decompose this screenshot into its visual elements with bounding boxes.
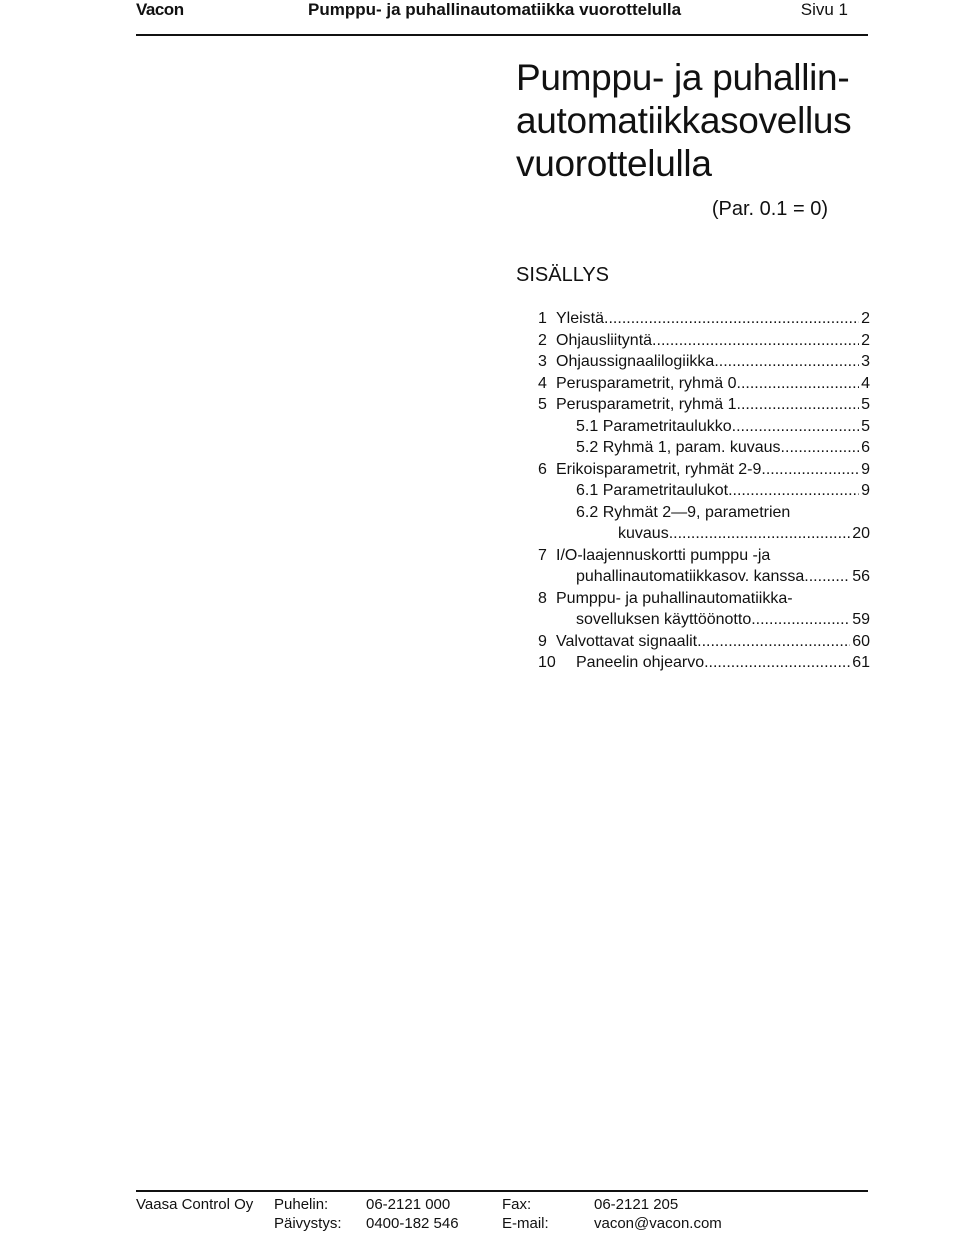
document-title-line: automatiikkasovellus — [516, 100, 852, 141]
footer-fax-label: Fax: — [502, 1196, 532, 1213]
toc-entry-page: 3 — [861, 353, 870, 370]
toc-entry-text: puhallinautomatiikkasov. kanssa — [576, 568, 805, 585]
document-subtitle: (Par. 0.1 = 0) — [711, 198, 828, 220]
toc-entry-text: Valvottavat signaalit — [556, 632, 698, 650]
toc-entry-page: 2 — [861, 310, 870, 327]
toc-leader-dots — [714, 351, 859, 373]
toc-entry-page: 20 — [852, 525, 870, 542]
toc-entry-number: 7 — [538, 546, 547, 564]
toc-entry-number: 6 — [538, 460, 547, 478]
toc-entry-text: Pumppu- ja puhallinautomatiikka- — [556, 589, 793, 607]
toc-entry[interactable] — [538, 330, 870, 352]
footer-phone: 06-2121 000 — [366, 1196, 451, 1213]
toc-entry-number: 1 — [538, 310, 547, 327]
toc-leader-dots — [704, 652, 850, 674]
toc-entry[interactable] — [538, 373, 870, 395]
toc-entry-text: Perusparametrit, ryhmä 0 — [556, 374, 737, 392]
toc-entry[interactable] — [538, 394, 870, 416]
toc-heading: SISÄLLYS — [516, 264, 610, 286]
toc-leader-dots — [737, 394, 860, 416]
toc-entry-text: 6.2 Ryhmät 2—9, parametrien — [576, 503, 791, 521]
header-title: Pumppu- ja puhallinautomatiikka vuorottelulla — [308, 0, 682, 19]
toc-entry-number: 4 — [538, 374, 547, 392]
toc-entry-text: 6.1 Parametritaulukot — [576, 482, 729, 499]
toc-subentry[interactable] — [538, 437, 870, 459]
footer-divider — [136, 1190, 868, 1192]
toc-leader-dots — [737, 373, 860, 395]
toc-entry-text: 5.1 Parametritaulukko — [576, 417, 732, 435]
toc-leader-dots — [804, 566, 850, 588]
toc-entry-page: 59 — [852, 611, 870, 628]
footer-duty: 0400-182 546 — [366, 1215, 459, 1232]
toc-entry-number: 3 — [538, 353, 547, 370]
toc-subentry[interactable] — [538, 480, 870, 502]
toc-entry-number: 2 — [538, 331, 547, 349]
footer-company: Vaasa Control Oy — [136, 1196, 254, 1213]
toc-entry-text: Ohjaussignaalilogiikka — [556, 353, 715, 370]
toc-entry-number: 10 — [538, 654, 556, 671]
footer-fax: 06-2121 205 — [594, 1196, 679, 1213]
toc-entry[interactable] — [538, 308, 870, 330]
toc-entry-text: kuvaus. — [618, 525, 674, 542]
toc-leader-dots — [673, 523, 850, 545]
toc-entry-number: 8 — [538, 589, 547, 607]
toc-entry[interactable] — [538, 459, 870, 481]
toc-entry-text: Yleistä — [556, 310, 605, 327]
toc-subentry[interactable] — [538, 502, 870, 524]
toc-subentry[interactable] — [538, 416, 870, 438]
toc-leader-dots — [604, 308, 859, 330]
document-title-line: vuorottelulla — [516, 143, 712, 184]
toc-entry-page: 6 — [861, 439, 870, 456]
header-page-number: Sivu 1 — [800, 0, 848, 19]
toc-entry-text: Paneelin ohjearvo — [576, 654, 705, 671]
page-header — [136, 0, 868, 36]
toc-entry[interactable] — [538, 588, 870, 610]
toc-entry-page: 56 — [852, 568, 870, 585]
toc-leader-dots — [781, 437, 860, 459]
toc-entry-number: 5 — [538, 396, 547, 413]
footer-email[interactable]: vacon@vacon.com — [594, 1215, 722, 1232]
toc-entry-page: 60 — [852, 632, 870, 650]
toc-leader-dots — [728, 480, 859, 502]
toc-entry-continuation[interactable] — [538, 609, 870, 631]
toc-entry-number: 9 — [538, 632, 547, 650]
toc-entry-page: 5 — [861, 396, 870, 413]
footer-email-label: E-mail: — [502, 1215, 549, 1232]
document-title — [516, 56, 876, 185]
toc-leader-dots — [697, 631, 850, 653]
footer-duty-label: Päivystys: — [274, 1215, 342, 1232]
toc-entry-page: 5 — [861, 417, 870, 435]
toc-entry-text: Erikoisparametrit, ryhmät 2-9 — [556, 460, 762, 478]
toc-entry-text: sovelluksen käyttöönotto — [576, 611, 752, 628]
footer-phone-label: Puhelin: — [274, 1196, 329, 1213]
header-company: Vacon — [136, 0, 184, 19]
toc-entry-text: I/O-laajennuskortti pumppu -ja — [556, 546, 771, 564]
toc-entry-page: 9 — [861, 482, 870, 499]
toc-entry-page: 4 — [861, 374, 870, 392]
toc-entry-page: 9 — [861, 460, 870, 478]
toc-entry[interactable] — [538, 545, 870, 567]
toc-leader-dots — [761, 459, 859, 481]
toc-entry-page: 2 — [861, 331, 870, 349]
document-title-line: Pumppu- ja puhallin- — [516, 57, 850, 98]
toc-subentry-continuation[interactable] — [538, 523, 870, 545]
toc-entry[interactable] — [538, 351, 870, 373]
toc-leader-dots — [732, 416, 859, 438]
toc-entry-text: Ohjausliityntä — [556, 331, 653, 349]
toc-entry[interactable] — [538, 631, 870, 653]
toc-entry-text: Perusparametrit, ryhmä 1 — [556, 396, 737, 413]
toc-entry-page: 61 — [852, 654, 870, 671]
toc-leader-dots — [652, 330, 859, 352]
toc-entry-text: 5.2 Ryhmä 1, param. kuvaus — [576, 439, 781, 456]
toc-entry[interactable] — [538, 652, 870, 674]
toc-entry-continuation[interactable] — [538, 566, 870, 588]
table-of-contents — [538, 308, 870, 674]
toc-leader-dots — [751, 609, 850, 631]
